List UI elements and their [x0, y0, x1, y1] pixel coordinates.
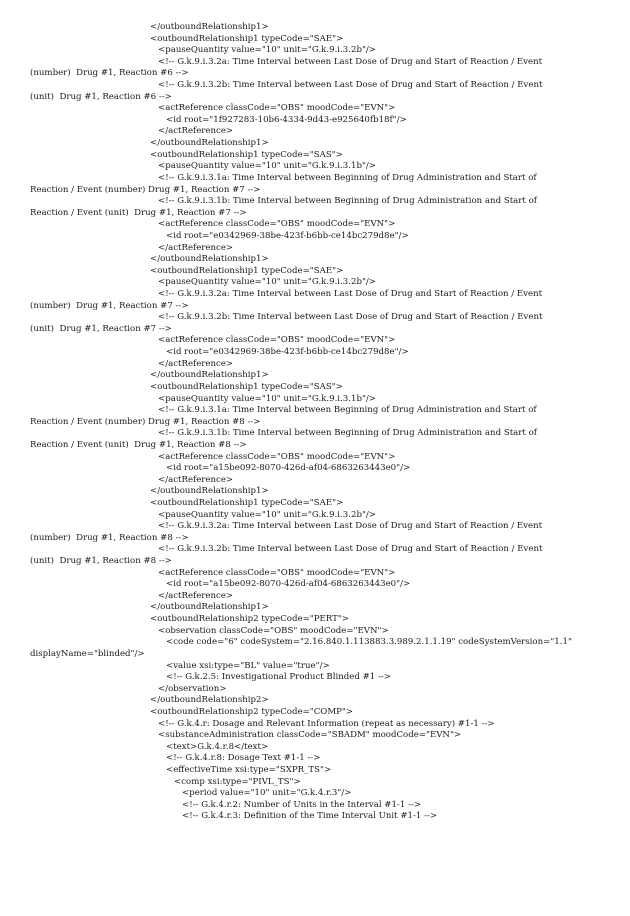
code-line: <outboundRelationship2 typeCode="PERT">: [150, 614, 349, 625]
code-line: Reaction / Event (number) Drug #1, Reaction #7 -->: [30, 184, 261, 195]
code-line: <!-- G.k.4.r.2: Number of Units in the Interval #1-1 -->: [182, 799, 422, 810]
code-line: <outboundRelationship1 typeCode="SAS">: [150, 381, 343, 392]
code-line: <actReference classCode="OBS" moodCode="EVN">: [158, 219, 396, 230]
code-line: </outboundRelationship2>: [150, 695, 269, 706]
code-line: <actReference classCode="OBS" moodCode="EVN">: [158, 103, 396, 114]
code-line: displayName="blinded"/>: [30, 648, 145, 659]
code-line: </observation>: [158, 683, 227, 694]
code-line: <observation classCode="OBS" moodCode="EVN">: [158, 625, 389, 636]
code-line: <code code="6" codeSystem="2.16.840.1.113883.3.989.2.1.1.19" codeSystemVersion="1.1": [166, 637, 572, 648]
code-line: </outboundRelationship1>: [150, 138, 269, 149]
code-line: Reaction / Event (unit) Drug #1, Reaction #7 -->: [30, 207, 247, 218]
code-line: <actReference classCode="OBS" moodCode="EVN">: [158, 567, 396, 578]
code-line: <!-- G.k.9.i.3.2b: Time Interval between Last Dose of Drug and Start of Reaction / Event: [158, 312, 543, 323]
code-line: <!-- G.k.9.i.3.2b: Time Interval between Last Dose of Drug and Start of Reaction / Event: [158, 80, 543, 91]
code-line: <actReference classCode="OBS" moodCode="EVN">: [158, 335, 396, 346]
code-line: (unit) Drug #1, Reaction #6 -->: [30, 91, 172, 102]
code-line: <outboundRelationship1 typeCode="SAE">: [150, 497, 344, 508]
code-line: <!-- G.k.9.i.3.2b: Time Interval between Last Dose of Drug and Start of Reaction / Event: [158, 544, 543, 555]
code-line: (unit) Drug #1, Reaction #7 -->: [30, 323, 172, 334]
code-line: </actReference>: [158, 358, 234, 369]
code-line: <pauseQuantity value="10" unit="G.k.9.i.3.1b"/>: [158, 393, 377, 404]
code-line: <!-- G.k.2.5: Investigational Product Blinded #1 -->: [166, 672, 392, 683]
code-line: Reaction / Event (unit) Drug #1, Reaction #8 -->: [30, 439, 247, 450]
code-line: <text>G.k.4.r.8</text>: [166, 741, 269, 752]
code-line: <outboundRelationship1 typeCode="SAS">: [150, 149, 343, 160]
code-line: <!-- G.k.9.i.3.1a: Time Interval between Beginning of Drug Administration and Start of: [158, 405, 537, 416]
code-line: (number) Drug #1, Reaction #7 -->: [30, 300, 189, 311]
code-line: <effectiveTime xsi:type="SXPR_TS">: [166, 765, 332, 775]
code-line: <id root="e0342969-38be-423f-b6bb-ce14bc279d8e"/>: [166, 347, 409, 358]
code-line: </outboundRelationship1>: [150, 22, 269, 32]
code-line: <id root="a15be092-8070-426d-af04-6863263443e0"/>: [166, 463, 411, 474]
code-line: (unit) Drug #1, Reaction #8 -->: [30, 556, 172, 567]
code-line: <pauseQuantity value="10" unit="G.k.9.i.3.2b"/>: [158, 277, 377, 288]
code-line: <!-- G.k.9.i.3.1a: Time Interval between Beginning of Drug Administration and Start of: [158, 172, 537, 183]
code-line: <pauseQuantity value="10" unit="G.k.9.i.3.2b"/>: [158, 509, 377, 520]
code-line: <!-- G.k.4.r.8: Dosage Text #1-1 -->: [166, 753, 321, 764]
code-line: <id root="1f927283-10b6-4334-9d43-e925640fb18f"/>: [166, 114, 407, 125]
code-line: </actReference>: [158, 474, 234, 485]
code-line: </actReference>: [158, 242, 234, 253]
code-line: </outboundRelationship1>: [150, 254, 269, 265]
code-line: <outboundRelationship1 typeCode="SAE">: [150, 265, 344, 276]
code-line: <!-- G.k.9.i.3.2a: Time Interval between Last Dose of Drug and Start of Reaction / Event: [158, 521, 543, 532]
code-line: <value xsi:type="BL" value="true"/>: [166, 660, 330, 671]
code-line: <outboundRelationship2 typeCode="COMP">: [150, 706, 354, 717]
code-line: </actReference>: [158, 590, 234, 601]
code-line: (number) Drug #1, Reaction #6 -->: [30, 68, 189, 79]
xml-document: [0, 22, 630, 823]
code-line: <pauseQuantity value="10" unit="G.k.9.i.3.2b"/>: [158, 45, 377, 56]
code-line: <!-- G.k.9.i.3.1b: Time Interval between Beginning of Drug Administration and Start of: [158, 196, 537, 207]
code-line: <!-- G.k.9.i.3.1b: Time Interval between Beginning of Drug Administration and Start of: [158, 428, 537, 439]
code-line: <id root="a15be092-8070-426d-af04-6863263443e0"/>: [166, 579, 411, 590]
code-line: <comp xsi:type="PIVL_TS">: [174, 776, 301, 787]
code-line: </outboundRelationship1>: [150, 486, 269, 497]
code-line: (number) Drug #1, Reaction #8 -->: [30, 532, 189, 543]
code-line: <pauseQuantity value="10" unit="G.k.9.i.3.1b"/>: [158, 161, 377, 172]
code-line: <period value="10" unit="G.k.4.r.3"/>: [182, 788, 352, 799]
code-line: </outboundRelationship1>: [150, 370, 269, 381]
code-line: </outboundRelationship1>: [150, 602, 269, 613]
code-line: <outboundRelationship1 typeCode="SAE">: [150, 33, 344, 44]
code-line: <id root="e0342969-38be-423f-b6bb-ce14bc279d8e"/>: [166, 230, 409, 241]
code-line: <!-- G.k.4.r.3: Definition of the Time Interval Unit #1-1 -->: [182, 811, 438, 822]
code-line: <actReference classCode="OBS" moodCode="EVN">: [158, 451, 396, 462]
code-line: Reaction / Event (number) Drug #1, Reaction #8 -->: [30, 416, 261, 427]
code-line: <!-- G.k.4.r: Dosage and Relevant Information (repeat as necessary) #1-1 -->: [158, 718, 495, 729]
code-line: <!-- G.k.9.i.3.2a: Time Interval between Last Dose of Drug and Start of Reaction / Event: [158, 289, 543, 300]
code-line: </actReference>: [158, 126, 234, 137]
code-line: <substanceAdministration classCode="SBADM" moodCode="EVN">: [158, 730, 462, 741]
code-line: <!-- G.k.9.i.3.2a: Time Interval between Last Dose of Drug and Start of Reaction / Event: [158, 56, 543, 67]
